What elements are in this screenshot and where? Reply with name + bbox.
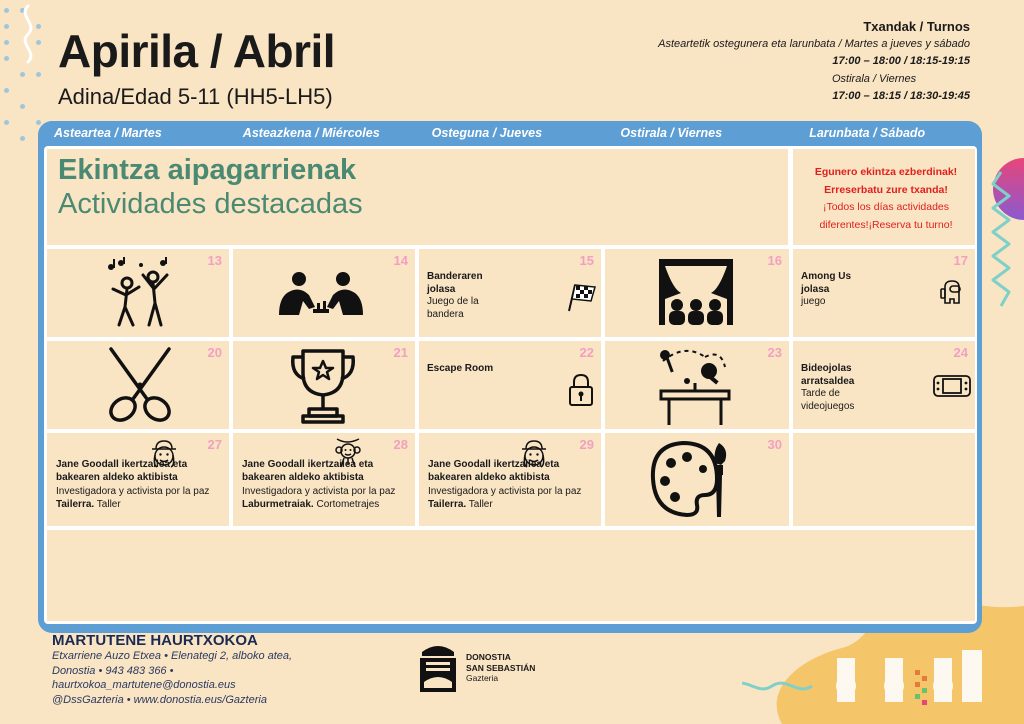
day-number: 28 (393, 437, 408, 452)
turnos-days-2: Ostirala / Viernes (831, 72, 917, 85)
turnos-days-1: Asteartetik ostegunera eta larunbata / Martes a jueves y sábado (658, 37, 970, 50)
day-number: 29 (579, 437, 594, 452)
day-20 (47, 341, 229, 429)
trophy-icon (289, 347, 357, 425)
weekday-friday: Ostirala / Viernes (620, 126, 723, 140)
day-15 (419, 249, 601, 337)
padlock-icon (567, 373, 595, 407)
age-range: Adina/Edad 5-11 (HH5-LH5) (58, 84, 333, 109)
day-14 (233, 249, 415, 337)
logo-line-2: SAN SEBASTIÁN (466, 662, 536, 673)
game-console-icon (933, 375, 971, 397)
day-number: 23 (767, 345, 782, 360)
paint-palette-icon (649, 439, 733, 521)
day-16 (605, 249, 789, 337)
social-links[interactable]: @DssGazteria • www.donostia.eus/Gazteria (52, 693, 267, 706)
turnos-times-2: 17:00 – 18:15 / 18:30-19:45 (832, 90, 970, 102)
among-us-icon (939, 279, 963, 305)
day-13 (47, 249, 229, 337)
day-23 (605, 341, 789, 429)
day-28 (233, 433, 415, 526)
address-line-1: Etxarriene Auzo Etxea • Elenategi 2, alboko atea, (52, 650, 293, 662)
turnos-times-1: 17:00 – 18:00 / 18:15-19:15 (832, 55, 970, 67)
activity-type: Cortometrajes (316, 498, 380, 510)
activity-title: Banderaren jolasa (427, 271, 483, 295)
day-number: 21 (393, 345, 408, 360)
activity-type-label: Tailerra. (428, 498, 467, 510)
day-number: 16 (767, 253, 782, 268)
checkered-flag-icon (565, 281, 597, 313)
weekday-thursday: Osteguna / Jueves (431, 126, 543, 140)
donostia-logo-text (466, 652, 535, 684)
day-number: 27 (207, 437, 222, 452)
ping-pong-icon (657, 347, 733, 427)
weekday-header (38, 123, 982, 145)
day-22 (419, 341, 601, 429)
day-24 (793, 341, 975, 429)
day-21 (233, 341, 415, 429)
logo-line-1: DONOSTIA (466, 652, 511, 662)
scissors-icon (103, 345, 177, 425)
activity-subtitle: Juego de la bandera (427, 296, 479, 320)
promo-line-2: Erreserbatu zure txanda! (824, 183, 948, 196)
activity-subtitle: Tarde de videojuegos (801, 388, 855, 412)
day-17 (793, 249, 975, 337)
empty-week (47, 530, 975, 621)
logo-line-3: Gazteria (466, 673, 499, 683)
theater-icon (659, 259, 733, 325)
activity-title: Jane Goodall ikertzailea eta bakearen aldeko aktibista (428, 459, 560, 483)
address-line-2: Donostia • 943 483 366 • (52, 664, 174, 677)
promo-line-3: ¡Todos los días actividades diferentes!¡Reserva tu turno! (819, 201, 953, 231)
email-link[interactable]: haurtxokoa_martutene@donostia.eus (52, 679, 236, 691)
highlight-title-es: Actividades destacadas (58, 188, 363, 220)
day-number: 22 (579, 345, 594, 360)
page-title: Apirila / Abril (58, 25, 336, 77)
day-empty (793, 433, 975, 526)
activity-type: Taller (96, 498, 121, 510)
activity-title: Escape Room (427, 363, 494, 374)
activity-subtitle: Investigadora y activista por la paz (428, 486, 582, 497)
promo-text (800, 164, 972, 234)
day-number: 24 (953, 345, 968, 360)
decorative-zigzag (990, 170, 1012, 310)
activity-title: Among Us jolasa (801, 271, 851, 295)
weekday-tuesday: Asteartea / Martes (54, 126, 162, 140)
activity-type-label: Tailerra. (56, 498, 95, 510)
organization-name: MARTUTENE HAURTXOKOA (52, 632, 258, 649)
day-number: 17 (953, 253, 968, 268)
day-number: 30 (767, 437, 782, 452)
board-game-players-icon (279, 271, 363, 319)
turnos-info (658, 18, 970, 106)
day-29 (419, 433, 601, 526)
weekday-wednesday: Asteazkena / Miércoles (242, 126, 380, 140)
dancing-people-icon (105, 257, 175, 329)
highlight-title-eu: Ekintza aipagarrienak (58, 154, 357, 186)
activity-title: Bideojolas arratsaldea (801, 363, 855, 387)
day-30 (605, 433, 789, 526)
day-number: 20 (207, 345, 222, 360)
promo-line-1: Egunero ekintza ezberdinak! (814, 166, 958, 178)
donostia-logo-icon (418, 642, 458, 694)
decorative-squiggle (16, 4, 40, 64)
weekday-saturday: Larunbata / Sábado (809, 126, 926, 140)
day-number: 15 (579, 253, 594, 268)
day-number: 14 (393, 253, 408, 268)
activity-title: Jane Goodall ikertzailea eta bakearen aldeko aktibista (56, 459, 188, 483)
activity-type: Taller (468, 498, 493, 510)
activity-subtitle: Investigadora y activista por la paz (242, 486, 396, 497)
turnos-heading: Txandak / Turnos (863, 19, 970, 34)
footer-info (52, 632, 292, 707)
activity-subtitle: juego (801, 296, 826, 307)
day-27 (47, 433, 229, 526)
day-number: 13 (207, 253, 222, 268)
activity-title: Jane Goodall ikertzailea eta bakearen aldeko aktibista (242, 459, 374, 483)
activity-type-label: Laburmetraiak. (242, 498, 314, 510)
activity-subtitle: Investigadora y activista por la paz (56, 486, 210, 497)
